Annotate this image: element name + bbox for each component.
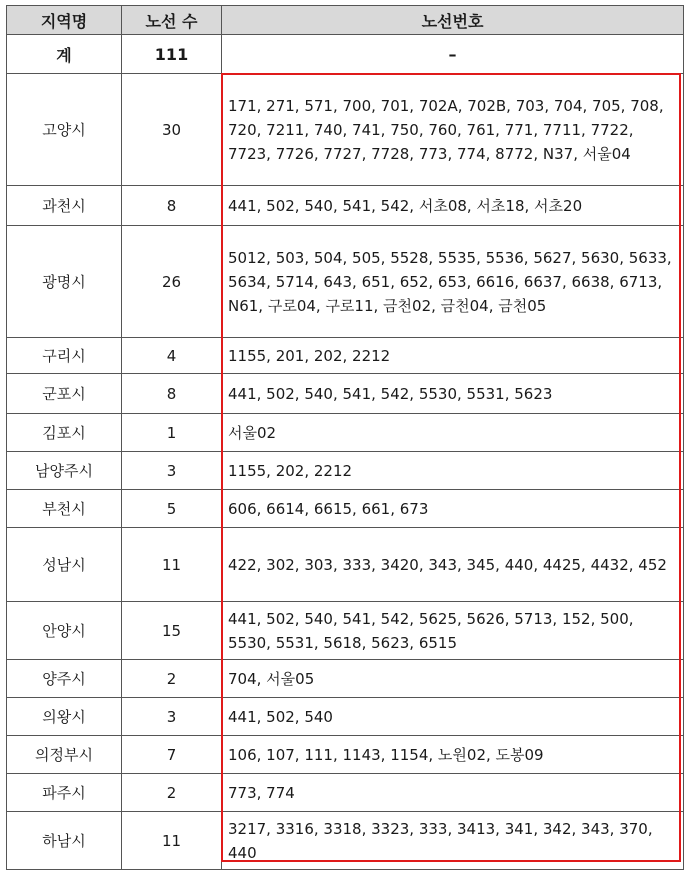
count-cell: 7	[122, 736, 222, 774]
count-cell: 26	[122, 226, 222, 338]
table-row	[7, 226, 684, 338]
table-row	[7, 338, 684, 374]
routes-cell: 606, 6614, 6615, 661, 673	[222, 490, 684, 528]
region-cell: 고양시	[7, 74, 122, 186]
region-cell: 김포시	[7, 414, 122, 452]
routes-cell: 422, 302, 303, 333, 3420, 343, 345, 440, 4425, 4432, 452	[222, 528, 684, 602]
region-cell: 군포시	[7, 374, 122, 414]
routes-cell: 서울02	[222, 414, 684, 452]
count-cell: 2	[122, 774, 222, 812]
count-cell: 15	[122, 602, 222, 660]
region-cell: 의왕시	[7, 698, 122, 736]
routes-cell: 1155, 201, 202, 2212	[222, 338, 684, 374]
routes-cell: 441, 502, 540	[222, 698, 684, 736]
region-cell: 구리시	[7, 338, 122, 374]
header-count: 노선 수	[122, 6, 222, 35]
table-row	[7, 74, 684, 186]
table-row	[7, 698, 684, 736]
routes-cell: 704, 서울05	[222, 660, 684, 698]
header-region: 지역명	[7, 6, 122, 35]
table-row	[7, 374, 684, 414]
total-label: 계	[7, 35, 122, 74]
region-cell: 양주시	[7, 660, 122, 698]
total-routes: –	[222, 35, 684, 74]
header-routes: 노선번호	[222, 6, 684, 35]
table-row	[7, 660, 684, 698]
count-cell: 8	[122, 186, 222, 226]
count-cell: 11	[122, 812, 222, 870]
table-row	[7, 812, 684, 870]
count-cell: 8	[122, 374, 222, 414]
total-row	[7, 35, 684, 74]
count-cell: 11	[122, 528, 222, 602]
table-row	[7, 452, 684, 490]
count-cell: 2	[122, 660, 222, 698]
routes-cell: 773, 774	[222, 774, 684, 812]
header-row	[7, 6, 684, 35]
count-cell: 1	[122, 414, 222, 452]
total-count: 111	[122, 35, 222, 74]
region-cell: 부천시	[7, 490, 122, 528]
region-cell: 광명시	[7, 226, 122, 338]
routes-cell: 5012, 503, 504, 505, 5528, 5535, 5536, 5627, 5630, 5633, 5634, 5714, 643, 651, 652, 653, 6616, 6637, 6638, 6713, N61, 구로04, 구로11, 금천02, 금천04, 금천05	[222, 226, 684, 338]
table-row	[7, 186, 684, 226]
table-row	[7, 736, 684, 774]
region-cell: 하남시	[7, 812, 122, 870]
region-cell: 성남시	[7, 528, 122, 602]
table-row	[7, 414, 684, 452]
routes-cell: 106, 107, 111, 1143, 1154, 노원02, 도봉09	[222, 736, 684, 774]
bus-routes-table	[6, 5, 684, 870]
count-cell: 5	[122, 490, 222, 528]
count-cell: 3	[122, 698, 222, 736]
table-row	[7, 528, 684, 602]
region-cell: 파주시	[7, 774, 122, 812]
region-cell: 남양주시	[7, 452, 122, 490]
count-cell: 3	[122, 452, 222, 490]
region-cell: 과천시	[7, 186, 122, 226]
routes-cell: 171, 271, 571, 700, 701, 702A, 702B, 703, 704, 705, 708, 720, 7211, 740, 741, 750, 760, 761, 771, 7711, 7722, 7723, 7726, 7727, 7728, 773, 774, 8772, N37, 서울04	[222, 74, 684, 186]
table-row	[7, 774, 684, 812]
routes-cell: 1155, 202, 2212	[222, 452, 684, 490]
routes-cell: 441, 502, 540, 541, 542, 서초08, 서초18, 서초20	[222, 186, 684, 226]
routes-cell: 441, 502, 540, 541, 542, 5530, 5531, 5623	[222, 374, 684, 414]
count-cell: 30	[122, 74, 222, 186]
region-cell: 안양시	[7, 602, 122, 660]
table-row	[7, 602, 684, 660]
region-cell: 의정부시	[7, 736, 122, 774]
count-cell: 4	[122, 338, 222, 374]
table-row	[7, 490, 684, 528]
routes-cell: 3217, 3316, 3318, 3323, 333, 3413, 341, 342, 343, 370, 440	[222, 812, 684, 870]
routes-cell: 441, 502, 540, 541, 542, 5625, 5626, 5713, 152, 500, 5530, 5531, 5618, 5623, 6515	[222, 602, 684, 660]
